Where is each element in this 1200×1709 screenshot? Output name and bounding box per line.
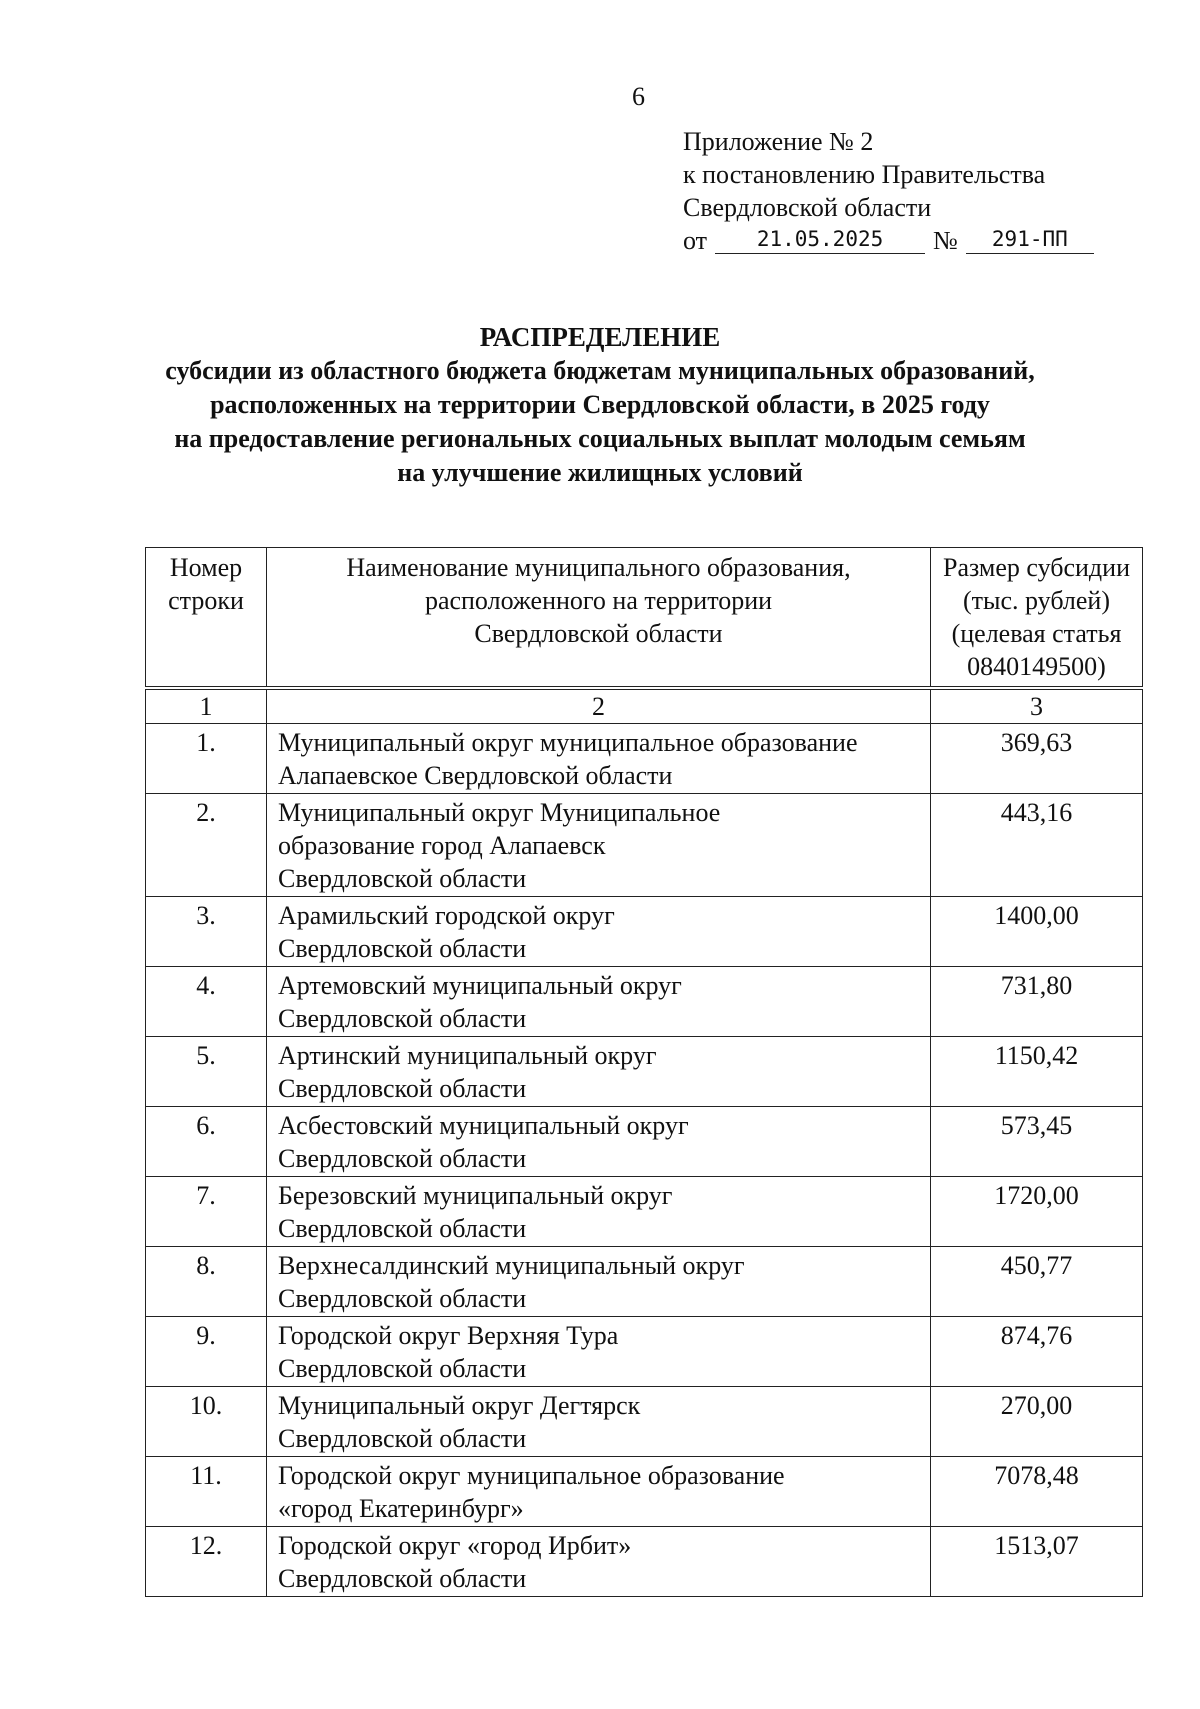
header-text: Размер субсидии — [943, 553, 1130, 582]
municipality-name-line: Городской округ Верхняя Тура — [278, 1321, 619, 1350]
document-title — [0, 320, 1200, 490]
municipality-name — [267, 1177, 931, 1247]
municipality-name — [267, 1527, 931, 1597]
table-row — [146, 1387, 1143, 1457]
column-index: 1 — [146, 688, 267, 724]
subsidy-amount: 874,76 — [931, 1317, 1143, 1387]
number-prefix: № — [933, 226, 958, 255]
subsidy-amount: 450,77 — [931, 1247, 1143, 1317]
table-row — [146, 1317, 1143, 1387]
table-row — [146, 1247, 1143, 1317]
subsidy-amount: 369,63 — [931, 724, 1143, 794]
header-row-number — [146, 548, 267, 689]
row-number: 5. — [146, 1037, 267, 1107]
row-number: 9. — [146, 1317, 267, 1387]
table-header-row — [146, 548, 1143, 689]
municipality-name-line: Свердловской области — [278, 1424, 527, 1453]
header-municipality-name — [267, 548, 931, 689]
table-row — [146, 1457, 1143, 1527]
municipality-name-line: Свердловской области — [278, 1144, 527, 1173]
row-number: 4. — [146, 967, 267, 1037]
municipality-name-line: Свердловской области — [278, 1074, 527, 1103]
header-text: Свердловской области — [474, 619, 723, 648]
municipality-name-line: Свердловской области — [278, 934, 527, 963]
row-number: 12. — [146, 1527, 267, 1597]
municipality-name-line: Свердловской области — [278, 1354, 527, 1383]
municipality-name-line: Свердловской области — [278, 1004, 527, 1033]
header-text: расположенного на территории — [424, 586, 773, 615]
row-number: 1. — [146, 724, 267, 794]
municipality-name — [267, 724, 931, 794]
title-line-2: расположенных на территории Свердловской области, в 2025 году — [210, 390, 990, 419]
municipality-name — [267, 794, 931, 897]
row-number: 2. — [146, 794, 267, 897]
subsidy-amount: 7078,48 — [931, 1457, 1143, 1527]
table-row — [146, 1037, 1143, 1107]
municipality-name-line: Верхнесалдинский муниципальный округ — [278, 1251, 745, 1280]
row-number: 10. — [146, 1387, 267, 1457]
header-text: 0840149500) — [967, 652, 1106, 681]
table-row — [146, 897, 1143, 967]
municipality-name-line: Муниципальный округ Муниципальное — [278, 798, 721, 827]
table-row — [146, 967, 1143, 1037]
column-index: 2 — [267, 688, 931, 724]
municipality-name-line: Артинский муниципальный округ — [278, 1041, 657, 1070]
subsidy-amount: 731,80 — [931, 967, 1143, 1037]
municipality-name — [267, 1107, 931, 1177]
table-body — [146, 688, 1143, 1597]
municipality-name-line: Свердловской области — [278, 864, 527, 893]
municipality-name-line: Муниципальный округ муниципальное образование — [278, 728, 858, 757]
row-number: 3. — [146, 897, 267, 967]
table-row — [146, 794, 1143, 897]
subsidy-amount: 1400,00 — [931, 897, 1143, 967]
municipality-name-line: Артемовский муниципальный округ — [278, 971, 682, 1000]
municipality-name — [267, 1037, 931, 1107]
header-text: строки — [168, 586, 244, 615]
subsidy-amount: 443,16 — [931, 794, 1143, 897]
date-field: 21.05.2025 — [715, 227, 925, 254]
table-row — [146, 1177, 1143, 1247]
header-subsidy-amount — [931, 548, 1143, 689]
municipality-name-line: Городской округ муниципальное образование — [278, 1461, 785, 1490]
municipality-name-line: Свердловской области — [278, 1564, 527, 1593]
appendix-block — [683, 125, 1094, 257]
appendix-date-row — [683, 224, 1094, 257]
municipality-name-line: «город Екатеринбург» — [278, 1494, 524, 1523]
municipality-name — [267, 967, 931, 1037]
municipality-name — [267, 1457, 931, 1527]
municipality-name — [267, 1317, 931, 1387]
subsidy-amount: 1513,07 — [931, 1527, 1143, 1597]
municipality-name-line: Городской округ «город Ирбит» — [278, 1531, 632, 1560]
row-number: 6. — [146, 1107, 267, 1177]
appendix-line-3: Свердловской области — [683, 193, 932, 222]
municipality-name-line: Березовский муниципальный округ — [278, 1181, 673, 1210]
table-row — [146, 724, 1143, 794]
header-text: Наименование муниципального образования, — [346, 553, 851, 582]
municipality-name-line: Свердловской области — [278, 1284, 527, 1313]
appendix-line-1: Приложение № 2 — [683, 127, 874, 156]
subsidy-amount: 1720,00 — [931, 1177, 1143, 1247]
title-heading: РАСПРЕДЕЛЕНИЕ — [479, 322, 721, 352]
title-line-3: на предоставление региональных социальных выплат молодым семьям — [174, 424, 1026, 453]
header-text: Номер — [169, 553, 243, 582]
municipality-name-line: Алапаевское Свердловской области — [278, 761, 673, 790]
column-index: 3 — [931, 688, 1143, 724]
header-text: (тыс. рублей) — [962, 586, 1110, 615]
subsidy-amount: 573,45 — [931, 1107, 1143, 1177]
municipality-name-line: образование город Алапаевск — [278, 831, 606, 860]
appendix-line-2: к постановлению Правительства — [683, 160, 1046, 189]
municipality-name-line: Муниципальный округ Дегтярск — [278, 1391, 641, 1420]
header-text: (целевая статья — [951, 619, 1122, 648]
row-number: 11. — [146, 1457, 267, 1527]
subsidy-amount: 270,00 — [931, 1387, 1143, 1457]
column-index-row — [146, 688, 1143, 724]
municipality-name-line: Арамильский городской округ — [278, 901, 615, 930]
municipality-name — [267, 1387, 931, 1457]
page-number: 6 — [632, 82, 645, 111]
distribution-table — [145, 547, 1143, 1597]
title-line-1: субсидии из областного бюджета бюджетам муниципальных образований, — [165, 356, 1035, 385]
number-field: 291-ПП — [966, 227, 1094, 254]
municipality-name-line: Асбестовский муниципальный округ — [278, 1111, 689, 1140]
municipality-name-line: Свердловской области — [278, 1214, 527, 1243]
title-line-4: на улучшение жилищных условий — [397, 458, 803, 487]
municipality-name — [267, 897, 931, 967]
municipality-name — [267, 1247, 931, 1317]
date-prefix: от — [683, 226, 708, 255]
row-number: 8. — [146, 1247, 267, 1317]
subsidy-amount: 1150,42 — [931, 1037, 1143, 1107]
table-row — [146, 1107, 1143, 1177]
row-number: 7. — [146, 1177, 267, 1247]
table-row — [146, 1527, 1143, 1597]
